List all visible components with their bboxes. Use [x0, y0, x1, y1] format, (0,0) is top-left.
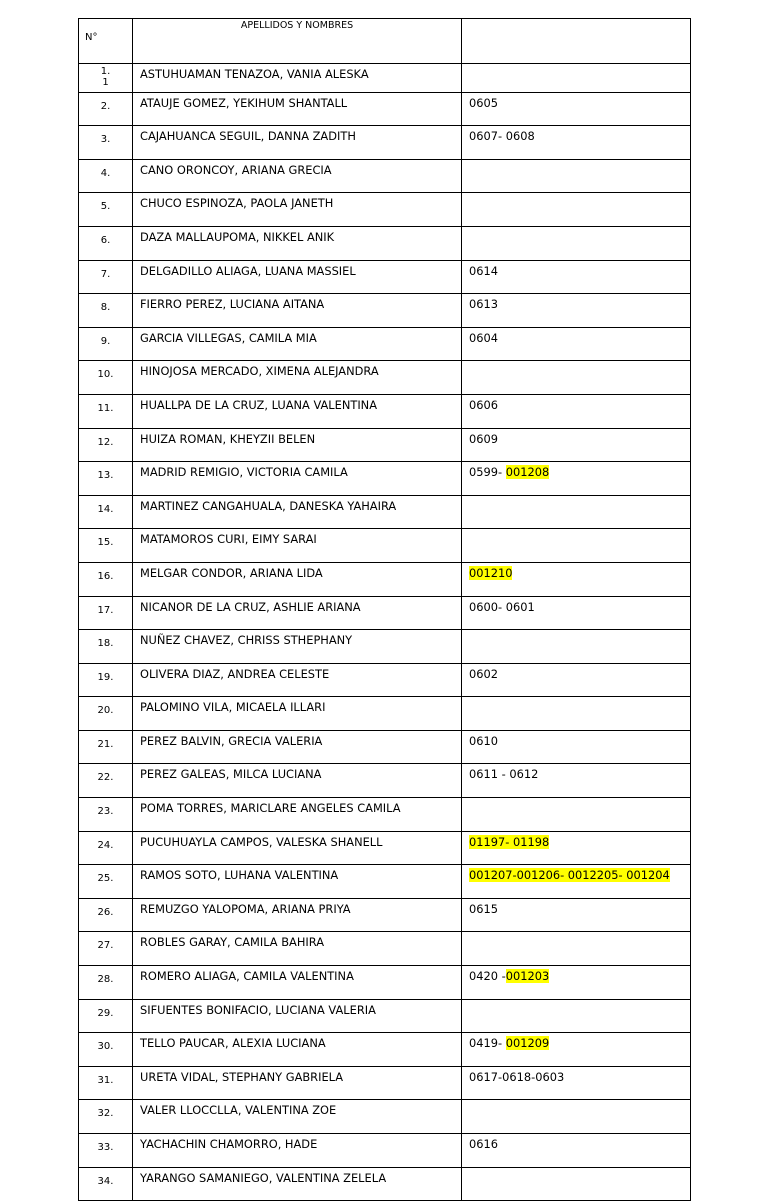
- table-row: [79, 697, 691, 731]
- table-row: [79, 1167, 691, 1201]
- student-name: HUALLPA DE LA CRUZ, LUANA VALENTINA: [133, 394, 462, 428]
- table-row: [79, 193, 691, 227]
- row-number: [79, 630, 133, 664]
- student-name: VALER LLOCCLLA, VALENTINA ZOE: [133, 1100, 462, 1134]
- table-row: [79, 495, 691, 529]
- row-number-text: 15.: [97, 537, 114, 549]
- student-name: REMUZGO YALOPOMA, ARIANA PRIYA: [133, 898, 462, 932]
- receipt-codes: [462, 529, 691, 563]
- row-number-text: 11.: [97, 402, 114, 414]
- table-row: [79, 64, 691, 93]
- receipt-codes: [462, 764, 691, 798]
- row-number: [79, 999, 133, 1033]
- student-name: URETA VIDAL, STEPHANY GABRIELA: [133, 1066, 462, 1100]
- row-number: [79, 932, 133, 966]
- row-number: [79, 462, 133, 496]
- row-number: [79, 1066, 133, 1100]
- table-row: [79, 226, 691, 260]
- row-number: [79, 260, 133, 294]
- student-name: HINOJOSA MERCADO, XIMENA ALEJANDRA: [133, 361, 462, 395]
- code-text: 0613: [469, 297, 498, 312]
- row-number: [79, 193, 133, 227]
- row-number: [79, 394, 133, 428]
- receipt-codes: [462, 865, 691, 899]
- student-name: PUCUHUAYLA CAMPOS, VALESKA SHANELL: [133, 831, 462, 865]
- row-number: [79, 764, 133, 798]
- code-text: 0616: [469, 1137, 498, 1151]
- code-text: 0606: [469, 397, 498, 412]
- code-text: 0419-: [469, 1036, 506, 1051]
- row-number-text: 6.: [100, 234, 111, 246]
- row-number-text: 34.: [97, 1175, 114, 1187]
- row-number: [79, 966, 133, 1000]
- row-number: [79, 831, 133, 865]
- receipt-codes: [462, 562, 691, 596]
- highlighted-code: 001207-001206- 0012205- 001204: [469, 868, 670, 883]
- row-number-text: 25.: [97, 873, 114, 885]
- code-text: 0607- 0608: [469, 129, 535, 144]
- table-row: [79, 529, 691, 563]
- table-row: [79, 394, 691, 428]
- row-number: [79, 663, 133, 697]
- row-number: [79, 562, 133, 596]
- row-number-text: 26.: [97, 906, 114, 918]
- receipt-codes: [462, 327, 691, 361]
- row-number: [79, 495, 133, 529]
- student-name: MATAMOROS CURI, EIMY SARAI: [133, 529, 462, 563]
- student-name: MADRID REMIGIO, VICTORIA CAMILA: [133, 462, 462, 496]
- receipt-codes: [462, 630, 691, 664]
- row-number: [79, 1134, 133, 1168]
- student-name: DAZA MALLAUPOMA, NIKKEL ANIK: [133, 226, 462, 260]
- row-number-text: 24.: [97, 839, 114, 851]
- student-name: TELLO PAUCAR, ALEXIA LUCIANA: [133, 1033, 462, 1067]
- code-text: 0614: [469, 263, 498, 278]
- codes-header: [462, 19, 691, 64]
- receipt-codes: [462, 932, 691, 966]
- highlighted-code: 001209: [505, 1036, 550, 1051]
- row-number-text: 31.: [97, 1074, 114, 1086]
- row-number: [79, 1033, 133, 1067]
- row-number-text: 32.: [97, 1108, 114, 1120]
- row-number-text: 16.: [97, 570, 114, 582]
- row-number: [79, 92, 133, 126]
- table-row: [79, 428, 691, 462]
- roster-body: [79, 19, 691, 1201]
- student-name: CHUCO ESPINOZA, PAOLA JANETH: [133, 193, 462, 227]
- student-name: RAMOS SOTO, LUHANA VALENTINA: [133, 865, 462, 899]
- code-text: 0609: [469, 431, 498, 446]
- row-number-text: 23.: [97, 806, 114, 818]
- row-number-text: 22.: [97, 772, 114, 784]
- receipt-codes: [462, 64, 691, 93]
- table-row: [79, 562, 691, 596]
- student-name: ASTUHUAMAN TENAZOA, VANIA ALESKA: [133, 64, 462, 93]
- names-header: APELLIDOS Y NOMBRES: [133, 19, 462, 64]
- row-number: [79, 1100, 133, 1134]
- row-number: [79, 226, 133, 260]
- table-row: [79, 361, 691, 395]
- receipt-codes: [462, 999, 691, 1033]
- table-row: [79, 92, 691, 126]
- code-text: 0617-0618-0603: [469, 1069, 565, 1084]
- code-text: 0605: [469, 95, 498, 110]
- receipt-codes: [462, 898, 691, 932]
- table-row: [79, 462, 691, 496]
- table-row: [79, 831, 691, 865]
- row-number: [79, 428, 133, 462]
- student-name: NICANOR DE LA CRUZ, ASHLIE ARIANA: [133, 596, 462, 630]
- row-number-text: 10.: [97, 369, 114, 381]
- table-row: [79, 932, 691, 966]
- table-row: [79, 294, 691, 328]
- receipt-codes: [462, 394, 691, 428]
- receipt-codes: [462, 831, 691, 865]
- row-number-text: 21.: [97, 738, 114, 750]
- highlighted-code: 01197- 01198: [469, 834, 550, 849]
- receipt-codes: [462, 495, 691, 529]
- row-number-text: 30.: [97, 1041, 114, 1053]
- row-number-text: 33.: [97, 1142, 114, 1153]
- row-number: [79, 596, 133, 630]
- receipt-codes: [462, 126, 691, 160]
- row-number-text: 19.: [97, 671, 114, 683]
- table-row: [79, 1100, 691, 1134]
- code-text: 0600- 0601: [469, 599, 535, 614]
- row-number: [79, 898, 133, 932]
- row-number-text: 18.: [97, 638, 114, 650]
- student-name: ROMERO ALIAGA, CAMILA VALENTINA: [133, 966, 462, 1000]
- row-number-text: 2.: [100, 100, 111, 112]
- table-row: [79, 159, 691, 193]
- row-number-text: 29.: [97, 1007, 114, 1019]
- table-row: [79, 1066, 691, 1100]
- student-name: DELGADILLO ALIAGA, LUANA MASSIEL: [133, 260, 462, 294]
- row-number-text: 3.: [100, 134, 111, 146]
- row-number-text: 12.: [97, 436, 114, 448]
- student-name: GARCIA VILLEGAS, CAMILA MIA: [133, 327, 462, 361]
- student-name: HUIZA ROMAN, KHEYZII BELEN: [133, 428, 462, 462]
- row-number: [79, 159, 133, 193]
- number-header: N°: [79, 19, 133, 64]
- row-number: [79, 126, 133, 160]
- table-row: [79, 1134, 691, 1168]
- receipt-codes: [462, 226, 691, 260]
- student-name: CANO ORONCOY, ARIANA GRECIA: [133, 159, 462, 193]
- receipt-codes: [462, 1066, 691, 1100]
- student-name: NUÑEZ CHAVEZ, CHRISS STHEPHANY: [133, 630, 462, 664]
- row-number-text: 8.: [100, 302, 111, 314]
- student-name: MELGAR CONDOR, ARIANA LIDA: [133, 562, 462, 596]
- receipt-codes: [462, 428, 691, 462]
- row-number-text: 7.: [100, 268, 111, 280]
- receipt-codes: [462, 159, 691, 193]
- table-row: [79, 764, 691, 798]
- student-name: POMA TORRES, MARICLARE ANGELES CAMILA: [133, 798, 462, 832]
- student-name: FIERRO PEREZ, LUCIANA AITANA: [133, 294, 462, 328]
- student-name: PEREZ BALVIN, GRECIA VALERIA: [133, 730, 462, 764]
- table-row: [79, 898, 691, 932]
- row-number-text: 5.: [100, 201, 111, 213]
- row-number-text: 1.: [100, 66, 111, 77]
- receipt-codes: [462, 663, 691, 697]
- table-row: [79, 260, 691, 294]
- student-name: OLIVERA DIAZ, ANDREA CELESTE: [133, 663, 462, 697]
- row-number-text: 9.: [100, 335, 111, 347]
- code-text: 0420 -: [469, 969, 506, 984]
- row-number-text: 27.: [97, 940, 114, 952]
- row-number: [79, 361, 133, 395]
- receipt-codes: [462, 361, 691, 395]
- highlighted-code: 001210: [469, 565, 513, 580]
- receipt-codes: [462, 462, 691, 496]
- row-number-text: 28.: [97, 974, 114, 986]
- row-number: [79, 730, 133, 764]
- table-row: [79, 596, 691, 630]
- code-text: 0604: [469, 330, 498, 345]
- receipt-codes: [462, 1100, 691, 1134]
- receipt-codes: [462, 294, 691, 328]
- receipt-codes: [462, 193, 691, 227]
- row-number-text: 20.: [97, 705, 114, 717]
- header-row: [79, 19, 691, 64]
- table-row: [79, 327, 691, 361]
- table-row: [79, 663, 691, 697]
- table-row: [79, 126, 691, 160]
- student-name: YARANGO SAMANIEGO, VALENTINA ZELELA: [133, 1167, 462, 1201]
- row-number: [79, 327, 133, 361]
- row-number: [79, 64, 133, 93]
- table-row: [79, 966, 691, 1000]
- receipt-codes: [462, 730, 691, 764]
- row-number: [79, 529, 133, 563]
- row-number: [79, 1167, 133, 1201]
- receipt-codes: [462, 966, 691, 1000]
- student-name: ROBLES GARAY, CAMILA BAHIRA: [133, 932, 462, 966]
- row-number-extra: 1: [102, 77, 109, 88]
- student-name: PEREZ GALEAS, MILCA LUCIANA: [133, 764, 462, 798]
- highlighted-code: 001203: [505, 969, 550, 984]
- table-row: [79, 630, 691, 664]
- table-row: [79, 999, 691, 1033]
- row-number-text: 13.: [97, 470, 114, 482]
- code-text: 0610: [469, 733, 498, 748]
- row-number: [79, 294, 133, 328]
- receipt-codes: [462, 596, 691, 630]
- receipt-codes: [462, 92, 691, 126]
- code-text: 0611 - 0612: [469, 767, 539, 782]
- row-number-text: 17.: [97, 604, 114, 616]
- row-number: [79, 697, 133, 731]
- table-row: [79, 798, 691, 832]
- code-text: 0615: [469, 901, 498, 916]
- student-name: PALOMINO VILA, MICAELA ILLARI: [133, 697, 462, 731]
- row-number: [79, 798, 133, 832]
- student-name: MARTINEZ CANGAHUALA, DANESKA YAHAIRA: [133, 495, 462, 529]
- receipt-codes: [462, 1033, 691, 1067]
- receipt-codes: [462, 697, 691, 731]
- row-number-text: 4.: [100, 167, 111, 179]
- table-row: [79, 1033, 691, 1067]
- student-name: SIFUENTES BONIFACIO, LUCIANA VALERIA: [133, 999, 462, 1033]
- code-text: 0602: [469, 666, 498, 681]
- row-number-text: 14.: [97, 503, 114, 515]
- highlighted-code: 001208: [505, 465, 550, 480]
- table-row: [79, 865, 691, 899]
- student-name: CAJAHUANCA SEGUIL, DANNA ZADITH: [133, 126, 462, 160]
- student-name: YACHACHIN CHAMORRO, HADE: [133, 1134, 462, 1168]
- row-number: [79, 865, 133, 899]
- receipt-codes: [462, 1134, 691, 1168]
- student-name: ATAUJE GOMEZ, YEKIHUM SHANTALL: [133, 92, 462, 126]
- receipt-codes: [462, 1167, 691, 1201]
- receipt-codes: [462, 798, 691, 832]
- code-text: 0599-: [469, 465, 506, 480]
- table-row: [79, 730, 691, 764]
- receipt-codes: [462, 260, 691, 294]
